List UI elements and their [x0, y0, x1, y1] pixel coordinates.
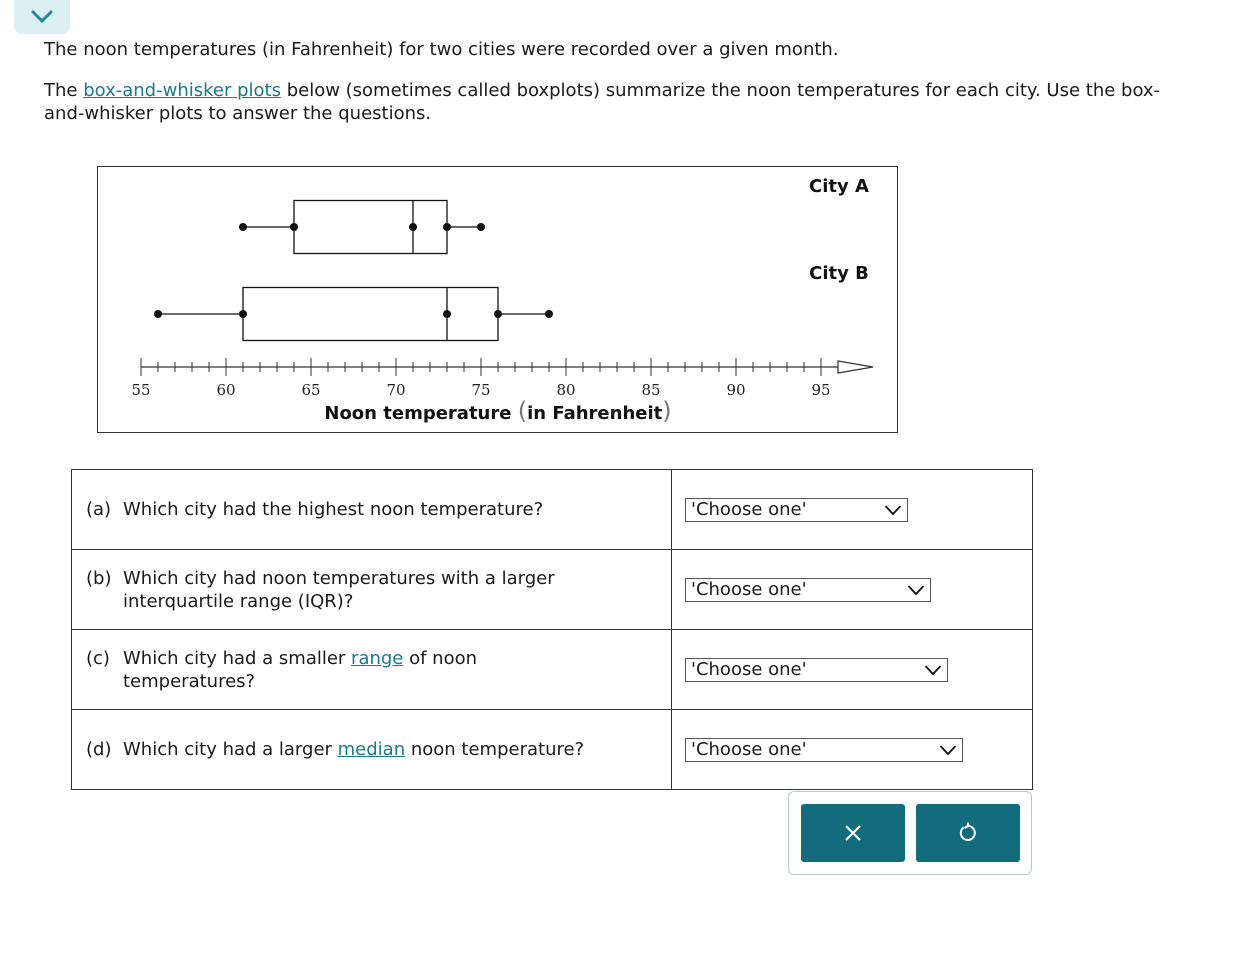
intro-line-2-end: below (sometimes called boxplots) summarize the noon temperatures for each city. Use the box-and-whisker plots to answer the questions.	[44, 80, 1161, 124]
question-cell	[72, 550, 672, 630]
chevron-down-icon	[30, 9, 54, 25]
x-tick-label: 75	[471, 381, 491, 399]
x-tick-label: 65	[301, 381, 321, 399]
question-text-part: Which city had a smaller	[123, 647, 352, 669]
question-text-part: Which city had a larger	[123, 739, 338, 760]
question-text	[123, 498, 593, 521]
question-text-part: Which city had noon temperatures with a larger interquartile range (IQR)?	[123, 567, 555, 612]
question-text-part: of noon temperatures?	[123, 647, 478, 692]
select-value: 'Choose one'	[691, 739, 807, 760]
question	[72, 567, 671, 613]
x-tick-label: 60	[216, 381, 236, 399]
reset-button[interactable]	[916, 804, 1020, 862]
x-tick-label: 80	[556, 381, 576, 399]
answer-cell	[672, 710, 1033, 790]
answer-cell	[672, 470, 1033, 550]
question-letter: (d)	[86, 739, 112, 760]
x-tick-label: 90	[726, 381, 746, 399]
iqr-box	[243, 288, 498, 341]
series-label: City B	[809, 263, 869, 284]
min-point	[239, 223, 247, 231]
q3-point	[494, 310, 502, 318]
x-axis-arrow	[838, 361, 873, 373]
question-table	[71, 469, 1033, 790]
x-axis-title: Noon temperature (in Fahrenheit)	[324, 397, 672, 425]
answer-select[interactable]	[685, 658, 948, 682]
question-cell	[72, 470, 672, 550]
chevron-down-icon	[884, 504, 902, 516]
answer-select[interactable]	[685, 498, 908, 522]
boxplot-svg	[98, 167, 899, 434]
question-text	[123, 567, 593, 613]
close-icon	[843, 823, 863, 843]
question-link[interactable]: median	[337, 739, 406, 760]
max-point	[545, 310, 553, 318]
question-cell	[72, 710, 672, 790]
median-point	[409, 223, 417, 231]
answer-select[interactable]	[685, 738, 963, 762]
action-panel	[788, 791, 1032, 875]
chevron-down-icon	[907, 584, 925, 596]
chevron-down-icon	[924, 664, 942, 676]
question-text-part: noon temperature?	[405, 739, 585, 760]
question-row	[72, 630, 1033, 710]
median-point	[443, 310, 451, 318]
question-letter: (b)	[86, 567, 112, 589]
select-value: 'Choose one'	[691, 659, 807, 680]
question	[72, 647, 671, 693]
answer-cell	[672, 550, 1033, 630]
question-row	[72, 470, 1033, 550]
boxplot-chart	[97, 166, 898, 433]
q3-point	[443, 223, 451, 231]
intro-line-1: The noon temperatures (in Fahrenheit) for two cities were recorded over a given month.	[44, 39, 839, 60]
question-link[interactable]: range	[351, 647, 404, 669]
intro-line-2	[44, 79, 1164, 125]
question-letter: (a)	[86, 499, 112, 520]
x-tick-label: 70	[386, 381, 406, 399]
collapse-button[interactable]	[14, 0, 70, 34]
series-label: City A	[809, 176, 869, 197]
clear-button[interactable]	[801, 804, 905, 862]
question-letter: (c)	[86, 647, 110, 669]
q1-point	[239, 310, 247, 318]
q1-point	[290, 223, 298, 231]
question-row	[72, 550, 1033, 630]
intro-text	[44, 38, 1164, 125]
x-tick-label: 55	[131, 381, 151, 399]
question	[72, 498, 671, 521]
question-text-part: Which city had the highest noon temperature?	[123, 499, 544, 520]
question-cell	[72, 630, 672, 710]
max-point	[477, 223, 485, 231]
min-point	[154, 310, 162, 318]
undo-icon	[957, 822, 979, 844]
intro-line-2-start: The	[44, 80, 84, 101]
question-row	[72, 710, 1033, 790]
answer-select[interactable]	[685, 578, 931, 602]
question	[72, 738, 671, 761]
select-value: 'Choose one'	[691, 579, 807, 600]
iqr-box	[294, 201, 447, 254]
question-text	[123, 738, 593, 761]
x-tick-label: 95	[811, 381, 831, 399]
x-tick-label: 85	[641, 381, 661, 399]
select-value: 'Choose one'	[691, 499, 807, 520]
question-text	[123, 647, 593, 693]
box-and-whisker-link[interactable]: box-and-whisker plots	[83, 80, 281, 101]
chevron-down-icon	[939, 744, 957, 756]
answer-cell	[672, 630, 1033, 710]
